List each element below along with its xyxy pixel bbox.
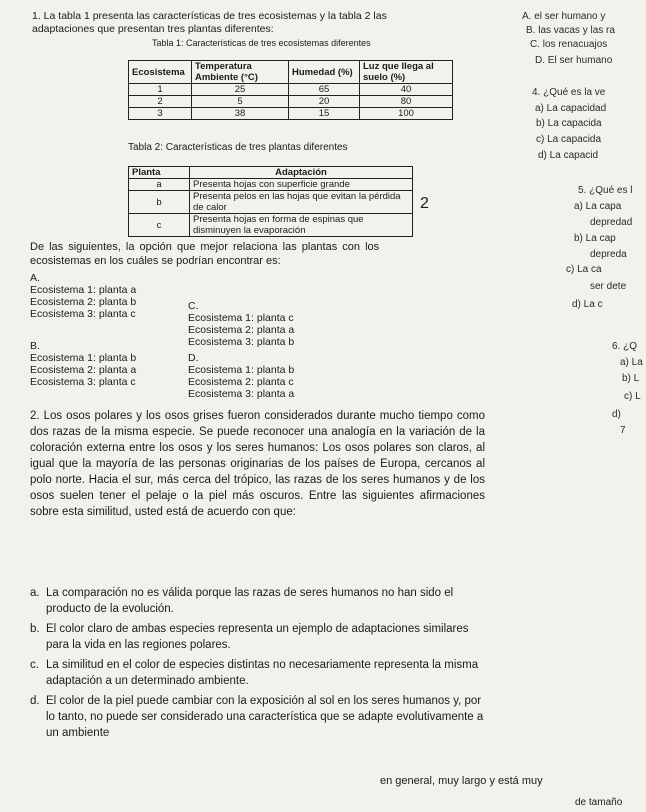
right-item: 5. ¿Qué es l: [578, 185, 633, 196]
table-row: [129, 214, 413, 237]
table-cell: Presenta hojas con superficie grande: [190, 179, 413, 191]
table-row: [129, 108, 453, 120]
right-item: c) La ca: [566, 264, 602, 275]
question-1-stem: [30, 240, 379, 268]
table-cell: 1: [129, 84, 192, 96]
answer-letter: d.: [30, 695, 40, 707]
table-2-header: Planta: [129, 167, 190, 179]
answer-letter: c.: [30, 659, 39, 671]
question-1-stem-line-1: De las siguientes, la opción que mejor relaciona las plantas con los: [30, 241, 380, 253]
question-1-line-2: adaptaciones que presentan tres plantas diferentes:: [32, 23, 274, 35]
table-row: [129, 96, 453, 108]
table-row: [129, 84, 453, 96]
table-cell: a: [129, 179, 190, 191]
option-d-label: D.: [188, 352, 199, 364]
option-b[interactable]: [30, 340, 136, 388]
table-cell: c: [129, 214, 190, 237]
right-item: A. el ser humano y: [522, 11, 606, 22]
right-item: b) L: [622, 373, 640, 384]
option-d-line: Ecosistema 3: planta a: [188, 388, 295, 400]
table-row: [129, 191, 413, 214]
option-b-line: Ecosistema 2: planta a: [30, 364, 137, 376]
right-item: d) La c: [572, 299, 603, 310]
table-cell: Presenta hojas en forma de espinas que disminuyen la evaporación: [190, 214, 413, 237]
option-b-label: B.: [30, 340, 40, 352]
table-cell: 80: [360, 96, 453, 108]
option-c-line: Ecosistema 1: planta c: [188, 312, 294, 324]
right-item: 7: [620, 425, 626, 436]
right-item: depreda: [590, 249, 627, 260]
right-item: C. los renacuajos: [530, 39, 608, 50]
table-2-caption: Tabla 2: Características de tres plantas diferentes: [128, 142, 348, 153]
table-2-plants: [128, 166, 413, 237]
right-item: 4. ¿Qué es la ve: [532, 87, 606, 98]
right-item: D. El ser humano: [535, 55, 613, 66]
question-1-stem-line-2: ecosistemas en los cuáles se podrían encontrar es:: [30, 255, 281, 267]
right-item: a) La capa: [574, 201, 622, 212]
table-cell: 25: [192, 84, 289, 96]
option-d[interactable]: [188, 352, 294, 400]
right-item: a) La capacidad: [535, 103, 607, 114]
answer-text: La similitud en el color de especies distintas no necesariamente representa la misma adaptación a un determinado ambiente.: [46, 659, 479, 687]
answer-text: El color claro de ambas especies representa un ejemplo de adaptaciones similares para la vida en las regiones polares.: [46, 623, 469, 651]
option-a-line: Ecosistema 1: planta a: [30, 284, 137, 296]
table-cell: 20: [289, 96, 360, 108]
table-cell: 40: [360, 84, 453, 96]
option-a-label: A.: [30, 272, 40, 284]
right-item: ser dete: [590, 281, 627, 292]
question-2-paragraph: 2. Los osos polares y los osos grises fueron considerados durante mucho tiempo como dos razas de la misma especie. Se puede reconocer una analogía en la variación de la coloración externa entre los osos y los seres humanos: Los osos polares son claros, al igual que la mayoría de las personas originarias de los países de Europa, cercanos al polo norte. Hacia el sur, más cerca del trópico, las razas de los seres humanos y de los osos suelen tener el pelaje o la piel más oscuros. Entre las siguientes afirmaciones sobre esta similitud, usted está de acuerdo con que:: [30, 410, 485, 518]
option-c-line: Ecosistema 3: planta b: [188, 336, 295, 348]
answer-b[interactable]: [30, 621, 485, 653]
answer-c[interactable]: [30, 657, 485, 689]
table-cell: 2: [129, 96, 192, 108]
table-2-header-row: [129, 167, 413, 179]
table-cell: 3: [129, 108, 192, 120]
answer-a[interactable]: [30, 585, 485, 617]
right-item: d) La capacid: [538, 150, 599, 161]
question-1-line-1: 1. La tabla 1 presenta las características de tres ecosistemas y la tabla 2 las: [32, 10, 387, 22]
table-1-header: Ecosistema: [129, 61, 192, 84]
option-d-line: Ecosistema 2: planta c: [188, 376, 294, 388]
table-1-caption: Tabla 1: Características de tres ecosistemas diferentes: [152, 38, 371, 48]
table-1-header-row: [129, 61, 453, 84]
option-c-line: Ecosistema 2: planta a: [188, 324, 295, 336]
right-item: b) La capacida: [536, 118, 602, 129]
table-cell: 38: [192, 108, 289, 120]
table-cell: Presenta pelos en las hojas que evitan la pérdida de calor: [190, 191, 413, 214]
table-1-header: Luz que llega al suelo (%): [360, 61, 453, 84]
table-cell: b: [129, 191, 190, 214]
option-d-line: Ecosistema 1: planta b: [188, 364, 295, 376]
question-2-answers: [30, 585, 485, 745]
cut-off-line-2: de tamaño: [575, 797, 623, 808]
handwritten-mark: 2: [420, 195, 429, 212]
answer-text: La comparación no es válida porque las razas de seres humanos no han sido el producto de la evolución.: [46, 587, 454, 615]
right-item: b) La cap: [574, 233, 616, 244]
option-a[interactable]: [30, 272, 136, 320]
table-cell: 15: [289, 108, 360, 120]
option-c[interactable]: [188, 300, 294, 348]
right-item: 6. ¿Q: [612, 341, 638, 352]
table-1-header: Temperatura Ambiente (°C): [192, 61, 289, 84]
table-cell: 65: [289, 84, 360, 96]
answer-text: El color de la piel puede cambiar con la exposición al sol en los seres humanos y, por lo tanto, no puede ser considerado una característica que se adapte evolutivamente a un ambiente: [46, 695, 484, 739]
right-item: depredad: [590, 217, 633, 228]
answer-letter: b.: [30, 623, 40, 635]
right-item: c) La capacida: [536, 134, 602, 145]
right-item: a) La: [620, 357, 643, 368]
table-1-header: Humedad (%): [289, 61, 360, 84]
table-1-ecosystems: [128, 60, 453, 120]
option-a-line: Ecosistema 2: planta b: [30, 296, 137, 308]
table-row: [129, 179, 413, 191]
option-b-line: Ecosistema 3: planta c: [30, 376, 136, 388]
option-b-line: Ecosistema 1: planta b: [30, 352, 137, 364]
answer-letter: a.: [30, 587, 40, 599]
cut-off-line: en general, muy largo y está muy: [380, 775, 543, 787]
right-item: c) L: [624, 391, 641, 402]
option-a-line: Ecosistema 3: planta c: [30, 308, 136, 320]
answer-d[interactable]: [30, 693, 485, 741]
table-2-header: Adaptación: [190, 167, 413, 179]
table-cell: 5: [192, 96, 289, 108]
right-item: B. las vacas y las ra: [526, 25, 615, 36]
table-cell: 100: [360, 108, 453, 120]
right-item: d): [612, 409, 621, 420]
option-c-label: C.: [188, 300, 199, 312]
question-1-intro: [32, 10, 387, 36]
